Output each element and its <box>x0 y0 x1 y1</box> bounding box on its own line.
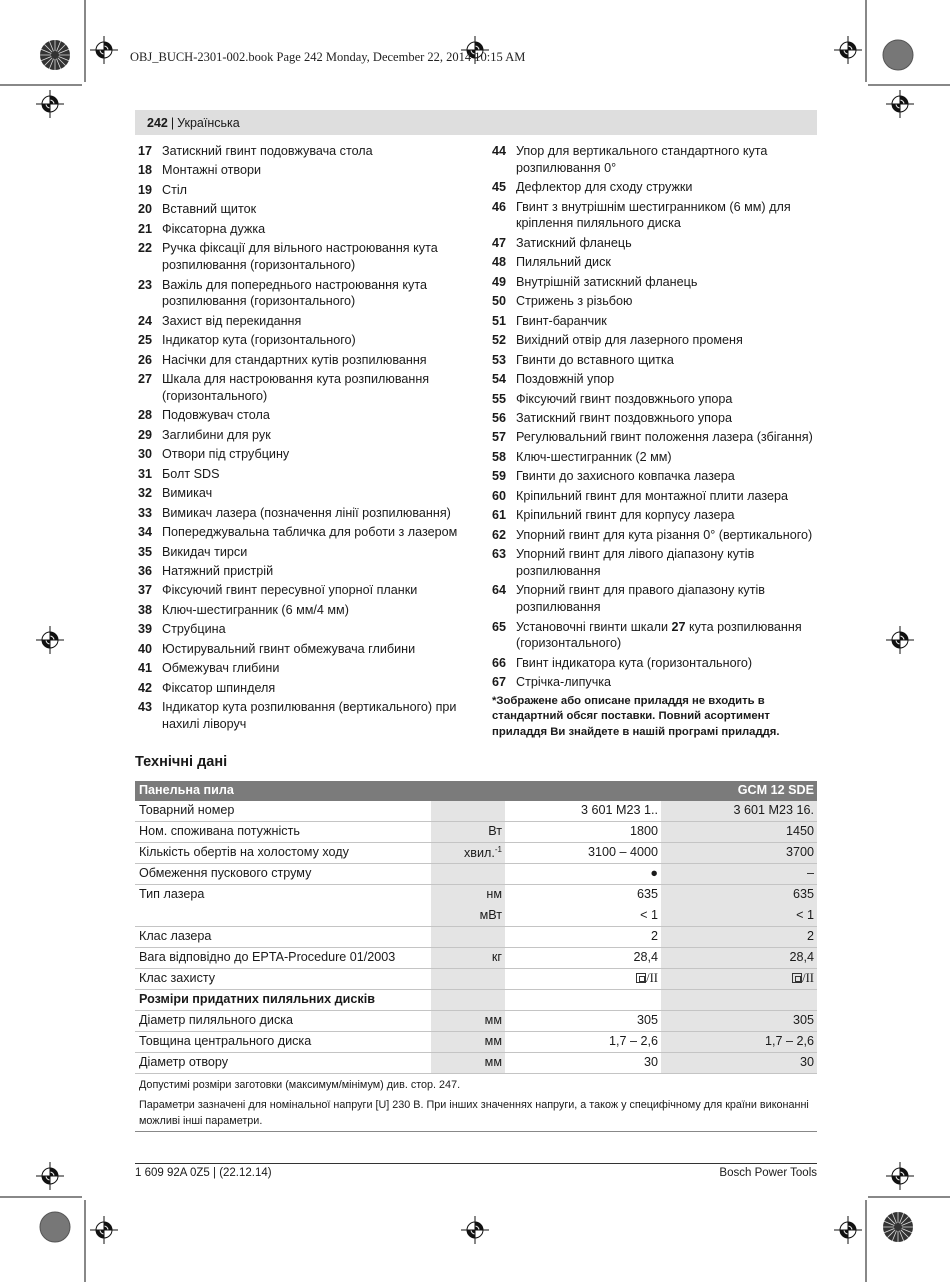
row-value: < 1 <box>661 906 817 926</box>
list-item <box>492 507 817 524</box>
list-item <box>492 293 817 310</box>
item-text: Вимикач лазера (позначення лінії розпилювання) <box>162 505 451 520</box>
item-number: 17 <box>138 144 153 158</box>
item-number: 22 <box>138 241 153 256</box>
item-text: Юстирувальний гвинт обмежувача глибини <box>162 641 416 656</box>
item-number: 21 <box>138 221 153 236</box>
item-number: 54 <box>492 372 507 387</box>
row-unit <box>431 1053 505 1073</box>
page-number: 242 <box>147 115 168 130</box>
list-item <box>492 546 817 579</box>
item-text: Вихідний отвір для лазерного променя <box>516 333 743 348</box>
row-label: Обмеження пускового струму <box>139 866 312 880</box>
item-number: 49 <box>492 274 507 289</box>
item-text: Насічки для стандартних кутів розпилювання <box>162 352 427 367</box>
list-item <box>492 674 817 691</box>
item-text: Ключ-шестигранник (6 мм/4 мм) <box>162 602 349 617</box>
item-text: Шкала для настроювання кута розпилювання (горизонтального) <box>162 372 430 403</box>
unit-text: мм <box>484 1034 502 1048</box>
unit-text: Вт <box>488 824 502 838</box>
unit-text: хвил. <box>464 846 495 860</box>
item-text: Затискний гвинт поздовжнього упора <box>516 411 732 425</box>
item-text: Упорний гвинт для кута різання 0° (вертикального) <box>516 527 813 542</box>
item-text: Обмежувач глибини <box>162 661 280 676</box>
item-number: 61 <box>492 508 507 523</box>
unit-text: мВт <box>479 908 502 922</box>
list-item <box>138 485 473 502</box>
item-number: 24 <box>138 313 153 328</box>
item-text: Фіксаторна дужка <box>162 221 266 236</box>
item-text: Стрічка-липучка <box>516 675 612 690</box>
list-item <box>138 446 473 463</box>
item-text: Подовжувач стола <box>162 408 270 423</box>
footer-brand: Bosch Power Tools <box>719 1167 817 1179</box>
item-text: Вставний щиток <box>162 202 257 217</box>
row-value: 30 <box>661 1053 817 1073</box>
row-value: ● <box>650 866 658 880</box>
row-unit <box>431 822 505 842</box>
row-value: 1800 <box>629 824 658 838</box>
row-unit <box>431 990 505 1010</box>
row-unit <box>431 1032 505 1052</box>
item-text: Поздовжній упор <box>516 372 615 387</box>
item-text: Кріпильний гвинт для корпусу лазера <box>516 508 735 523</box>
item-text: Упорний гвинт для правого діапазону кутів розпилювання <box>516 583 765 615</box>
item-text-part: Установочні гвинти шкали <box>516 619 672 634</box>
list-item <box>492 391 817 408</box>
item-number: 64 <box>492 583 507 598</box>
table-row <box>135 885 817 906</box>
row-label <box>135 906 431 926</box>
item-text: Пиляльний диск <box>516 255 611 270</box>
table-row <box>135 969 817 990</box>
item-text: Гвинт з внутрішнім шестигранником (6 мм) для кріплення пиляльного диска <box>516 199 791 231</box>
row-unit <box>431 885 505 906</box>
item-number: 25 <box>138 333 153 348</box>
row-value <box>505 969 661 989</box>
list-item <box>138 240 473 273</box>
page-header <box>135 110 817 135</box>
row-label: Товщина центрального диска <box>139 1034 312 1048</box>
list-item <box>138 563 473 580</box>
list-item <box>138 427 473 444</box>
row-value: 635 <box>661 885 817 906</box>
row-unit <box>431 906 505 926</box>
row-value: 3 601 M23 16. <box>661 801 817 821</box>
header-separator: | <box>170 115 175 130</box>
item-number: 43 <box>138 700 153 715</box>
list-item <box>492 468 817 485</box>
item-number: 50 <box>492 294 507 309</box>
item-number: 29 <box>138 427 153 442</box>
row-label: Розміри придатних пиляльних дисків <box>139 992 375 1006</box>
item-number: 66 <box>492 655 507 670</box>
list-item <box>138 277 473 310</box>
item-number: 23 <box>138 277 153 292</box>
header-language: Українська <box>177 115 240 130</box>
unit-text: мм <box>484 1055 502 1069</box>
item-text: Гвинти до вставного щитка <box>516 352 674 367</box>
list-item <box>138 352 473 369</box>
item-text: Заглибини для рук <box>162 427 271 442</box>
table-row <box>135 801 817 822</box>
row-unit <box>431 969 505 989</box>
item-number: 44 <box>492 144 507 158</box>
item-text: Гвинт індикатора кута (горизонтального) <box>516 655 753 670</box>
row-value: 30 <box>643 1055 658 1069</box>
item-number: 30 <box>138 447 153 462</box>
item-number: 31 <box>138 466 153 481</box>
item-number: 35 <box>138 544 153 559</box>
item-number: 59 <box>492 469 507 484</box>
item-text: Внутрішній затискний фланець <box>516 274 698 289</box>
item-text: Індикатор кута розпилювання (вертикального) при нахилі ліворуч <box>162 700 457 731</box>
item-number: 52 <box>492 333 507 348</box>
value-text: /II <box>802 971 814 985</box>
item-number: 26 <box>138 352 153 367</box>
list-item <box>138 699 473 732</box>
item-number: 51 <box>492 313 507 328</box>
row-label: Кількість обертів на холостому ходу <box>139 845 349 859</box>
unit-text: кг <box>491 950 502 964</box>
table-note: Допустимі розміри заготовки (максимум/мінімум) див. стор. 247. <box>139 1079 461 1091</box>
row-unit <box>431 801 505 821</box>
list-item <box>138 621 473 638</box>
list-item <box>138 182 473 199</box>
list-item <box>138 313 473 330</box>
table-header-label: Панельна пила <box>139 783 234 797</box>
row-value: 635 <box>636 887 658 901</box>
list-item <box>492 143 817 176</box>
item-text: Регулювальний гвинт положення лазера (збігання) <box>516 430 813 445</box>
list-item <box>138 660 473 677</box>
row-value: 1,7 – 2,6 <box>608 1034 658 1048</box>
item-text: Кріпильний гвинт для монтажної плити лазера <box>516 488 788 503</box>
parts-list-left <box>138 143 473 735</box>
item-number: 47 <box>492 235 507 250</box>
list-item <box>492 332 817 349</box>
item-number: 48 <box>492 255 507 270</box>
table-row <box>135 1011 817 1032</box>
item-text <box>516 619 817 652</box>
item-number: 41 <box>138 661 153 676</box>
item-text: Гвинти до захисного ковпачка лазера <box>516 469 735 484</box>
unit-text: мм <box>484 1013 502 1027</box>
item-number: 19 <box>138 182 153 197</box>
item-text: Затискний фланець <box>516 235 632 250</box>
row-value <box>661 990 817 1010</box>
accessory-note: *Зображене або описане приладдя не входить в стандартний обсяг поставки. Повний асортимент приладдя Ви знайдете в нашій програмі приладдя. <box>492 694 780 738</box>
row-value: – <box>661 864 817 884</box>
row-label: Діаметр пиляльного диска <box>139 1013 294 1027</box>
list-item <box>138 602 473 619</box>
row-value: 1450 <box>661 822 817 842</box>
table-row <box>135 948 817 969</box>
list-item <box>138 162 473 179</box>
tech-data-table <box>135 781 817 1132</box>
footer-divider <box>135 1163 817 1164</box>
list-item <box>138 332 473 349</box>
item-number: 37 <box>138 583 153 598</box>
item-text: Викидач тирси <box>162 544 248 559</box>
list-item <box>138 544 473 561</box>
row-label: Товарний номер <box>139 803 235 817</box>
item-text-part: кута розпилювання (горизонтального) <box>516 619 802 651</box>
item-number: 38 <box>138 602 153 617</box>
item-text: Монтажні отвори <box>162 163 261 178</box>
value-text: /II <box>646 971 658 985</box>
list-item <box>492 582 817 615</box>
item-number: 63 <box>492 547 507 562</box>
item-text: Отвори під струбцину <box>162 447 290 462</box>
table-row <box>135 1053 817 1074</box>
item-number: 39 <box>138 622 153 637</box>
row-value: 1,7 – 2,6 <box>661 1032 817 1052</box>
row-label: Тип лазера <box>139 887 205 901</box>
item-text: Фіксуючий гвинт пересувної упорної планки <box>162 583 418 598</box>
item-text: Болт SDS <box>162 466 220 481</box>
row-label: Ном. споживана потужність <box>139 824 300 838</box>
list-item <box>492 527 817 544</box>
item-text: Натяжний пристрій <box>162 563 274 578</box>
item-number: 60 <box>492 488 507 503</box>
item-text: Ключ-шестигранник (2 мм) <box>516 449 672 464</box>
item-number: 45 <box>492 180 507 195</box>
item-text: Струбцина <box>162 622 226 637</box>
row-unit <box>431 1011 505 1031</box>
row-label: Діаметр отвору <box>139 1055 229 1069</box>
table-row <box>135 843 817 864</box>
item-text: Стрижень з різьбою <box>516 294 633 309</box>
row-value: 28,4 <box>633 950 658 964</box>
item-number: 58 <box>492 449 507 464</box>
list-item <box>492 655 817 672</box>
table-row <box>135 1032 817 1053</box>
item-text: Вимикач <box>162 486 213 501</box>
item-number: 36 <box>138 563 153 578</box>
list-item <box>492 449 817 466</box>
row-value: 3700 <box>661 843 817 863</box>
item-text: Затискний гвинт подовжувача стола <box>162 144 373 158</box>
row-unit <box>431 948 505 968</box>
item-number: 67 <box>492 675 507 690</box>
row-value <box>661 969 817 989</box>
row-value: 2 <box>650 929 658 943</box>
item-text: Ручка фіксації для вільного настроювання кута розпилювання (горизонтального) <box>162 241 438 273</box>
row-value: 2 <box>661 927 817 947</box>
table-row <box>135 864 817 885</box>
list-item <box>492 488 817 505</box>
list-item <box>492 313 817 330</box>
unit-text: нм <box>486 887 502 901</box>
list-item <box>138 505 473 522</box>
row-value: 3100 – 4000 <box>587 845 658 859</box>
item-number: 56 <box>492 411 507 425</box>
list-item <box>138 407 473 424</box>
table-header <box>135 781 817 801</box>
list-item <box>138 524 473 541</box>
item-text: Попереджувальна табличка для роботи з лазером <box>162 525 458 540</box>
item-number: 42 <box>138 680 153 695</box>
list-item <box>138 143 473 160</box>
item-number: 46 <box>492 199 507 214</box>
table-row <box>135 906 817 927</box>
item-number: 53 <box>492 352 507 367</box>
row-value: < 1 <box>640 908 658 922</box>
section-title: Технічні дані <box>135 754 228 770</box>
table-header-model: GCM 12 SDE <box>737 783 814 797</box>
list-item <box>492 274 817 291</box>
list-item <box>138 221 473 238</box>
list-item <box>492 371 817 388</box>
protection-class-icon <box>636 973 646 983</box>
row-unit <box>431 864 505 884</box>
item-number: 34 <box>138 525 153 540</box>
row-label: Клас захисту <box>139 971 216 985</box>
unit-superscript: -1 <box>494 845 502 854</box>
list-item <box>492 199 817 232</box>
item-text: Фіксуючий гвинт поздовжнього упора <box>516 391 733 406</box>
item-number: 57 <box>492 430 507 445</box>
list-item <box>492 179 817 196</box>
list-item <box>492 410 817 427</box>
item-number: 18 <box>138 163 153 178</box>
item-text: Упорний гвинт для лівого діапазону кутів розпилювання <box>516 547 755 578</box>
row-unit <box>431 927 505 947</box>
row-unit <box>431 843 505 863</box>
table-row <box>135 990 817 1011</box>
row-label: Клас лазера <box>139 929 212 943</box>
list-item <box>492 352 817 369</box>
item-text: Стіл <box>162 182 188 197</box>
list-item <box>492 235 817 252</box>
list-item <box>138 641 473 658</box>
item-number: 33 <box>138 505 153 520</box>
print-slug: OBJ_BUCH-2301-002.book Page 242 Monday, December 22, 2014 10:15 AM <box>130 50 526 64</box>
parts-list-right <box>492 143 817 740</box>
row-value: 28,4 <box>661 948 817 968</box>
table-row <box>135 822 817 843</box>
footer-doc-id: 1 609 92A 0Z5 | (22.12.14) <box>135 1167 272 1179</box>
row-label: Вага відповідно до EPTA-Procedure 01/2003 <box>139 950 396 964</box>
item-number: 32 <box>138 486 153 501</box>
row-value: 3 601 M23 1.. <box>580 803 658 817</box>
row-value <box>505 990 661 1010</box>
table-note: Параметри зазначені для номінальної напруги [U] 230 В. При інших значеннях напруги, а також у специфічному для країни виконанні можливі інші параметри. <box>135 1094 817 1132</box>
item-text: Дефлектор для сходу стружки <box>516 180 693 195</box>
item-text: Упор для вертикального стандартного кута розпилювання 0° <box>516 144 768 175</box>
item-number: 28 <box>138 408 153 423</box>
list-item <box>138 680 473 697</box>
list-item <box>138 582 473 599</box>
item-text: Фіксатор шпинделя <box>162 680 276 695</box>
item-text-ref: 27 <box>671 619 686 634</box>
item-text: Захист від перекидання <box>162 313 302 328</box>
item-number: 27 <box>138 372 153 387</box>
list-item <box>492 429 817 446</box>
item-number: 40 <box>138 641 153 656</box>
item-text: Індикатор кута (горизонтального) <box>162 333 356 348</box>
list-item <box>138 371 473 404</box>
table-row <box>135 927 817 948</box>
row-value: 305 <box>636 1013 658 1027</box>
list-item <box>138 201 473 218</box>
row-value: 305 <box>661 1011 817 1031</box>
item-number: 55 <box>492 391 507 406</box>
list-item <box>492 254 817 271</box>
list-item <box>138 466 473 483</box>
item-number: 62 <box>492 527 507 542</box>
item-text: Гвинт-баранчик <box>516 313 607 328</box>
item-number: 20 <box>138 202 153 217</box>
item-number: 65 <box>492 619 507 634</box>
list-item <box>492 619 817 652</box>
item-text: Важіль для попереднього настроювання кута розпилювання (горизонтального) <box>162 277 427 309</box>
protection-class-icon <box>792 973 802 983</box>
